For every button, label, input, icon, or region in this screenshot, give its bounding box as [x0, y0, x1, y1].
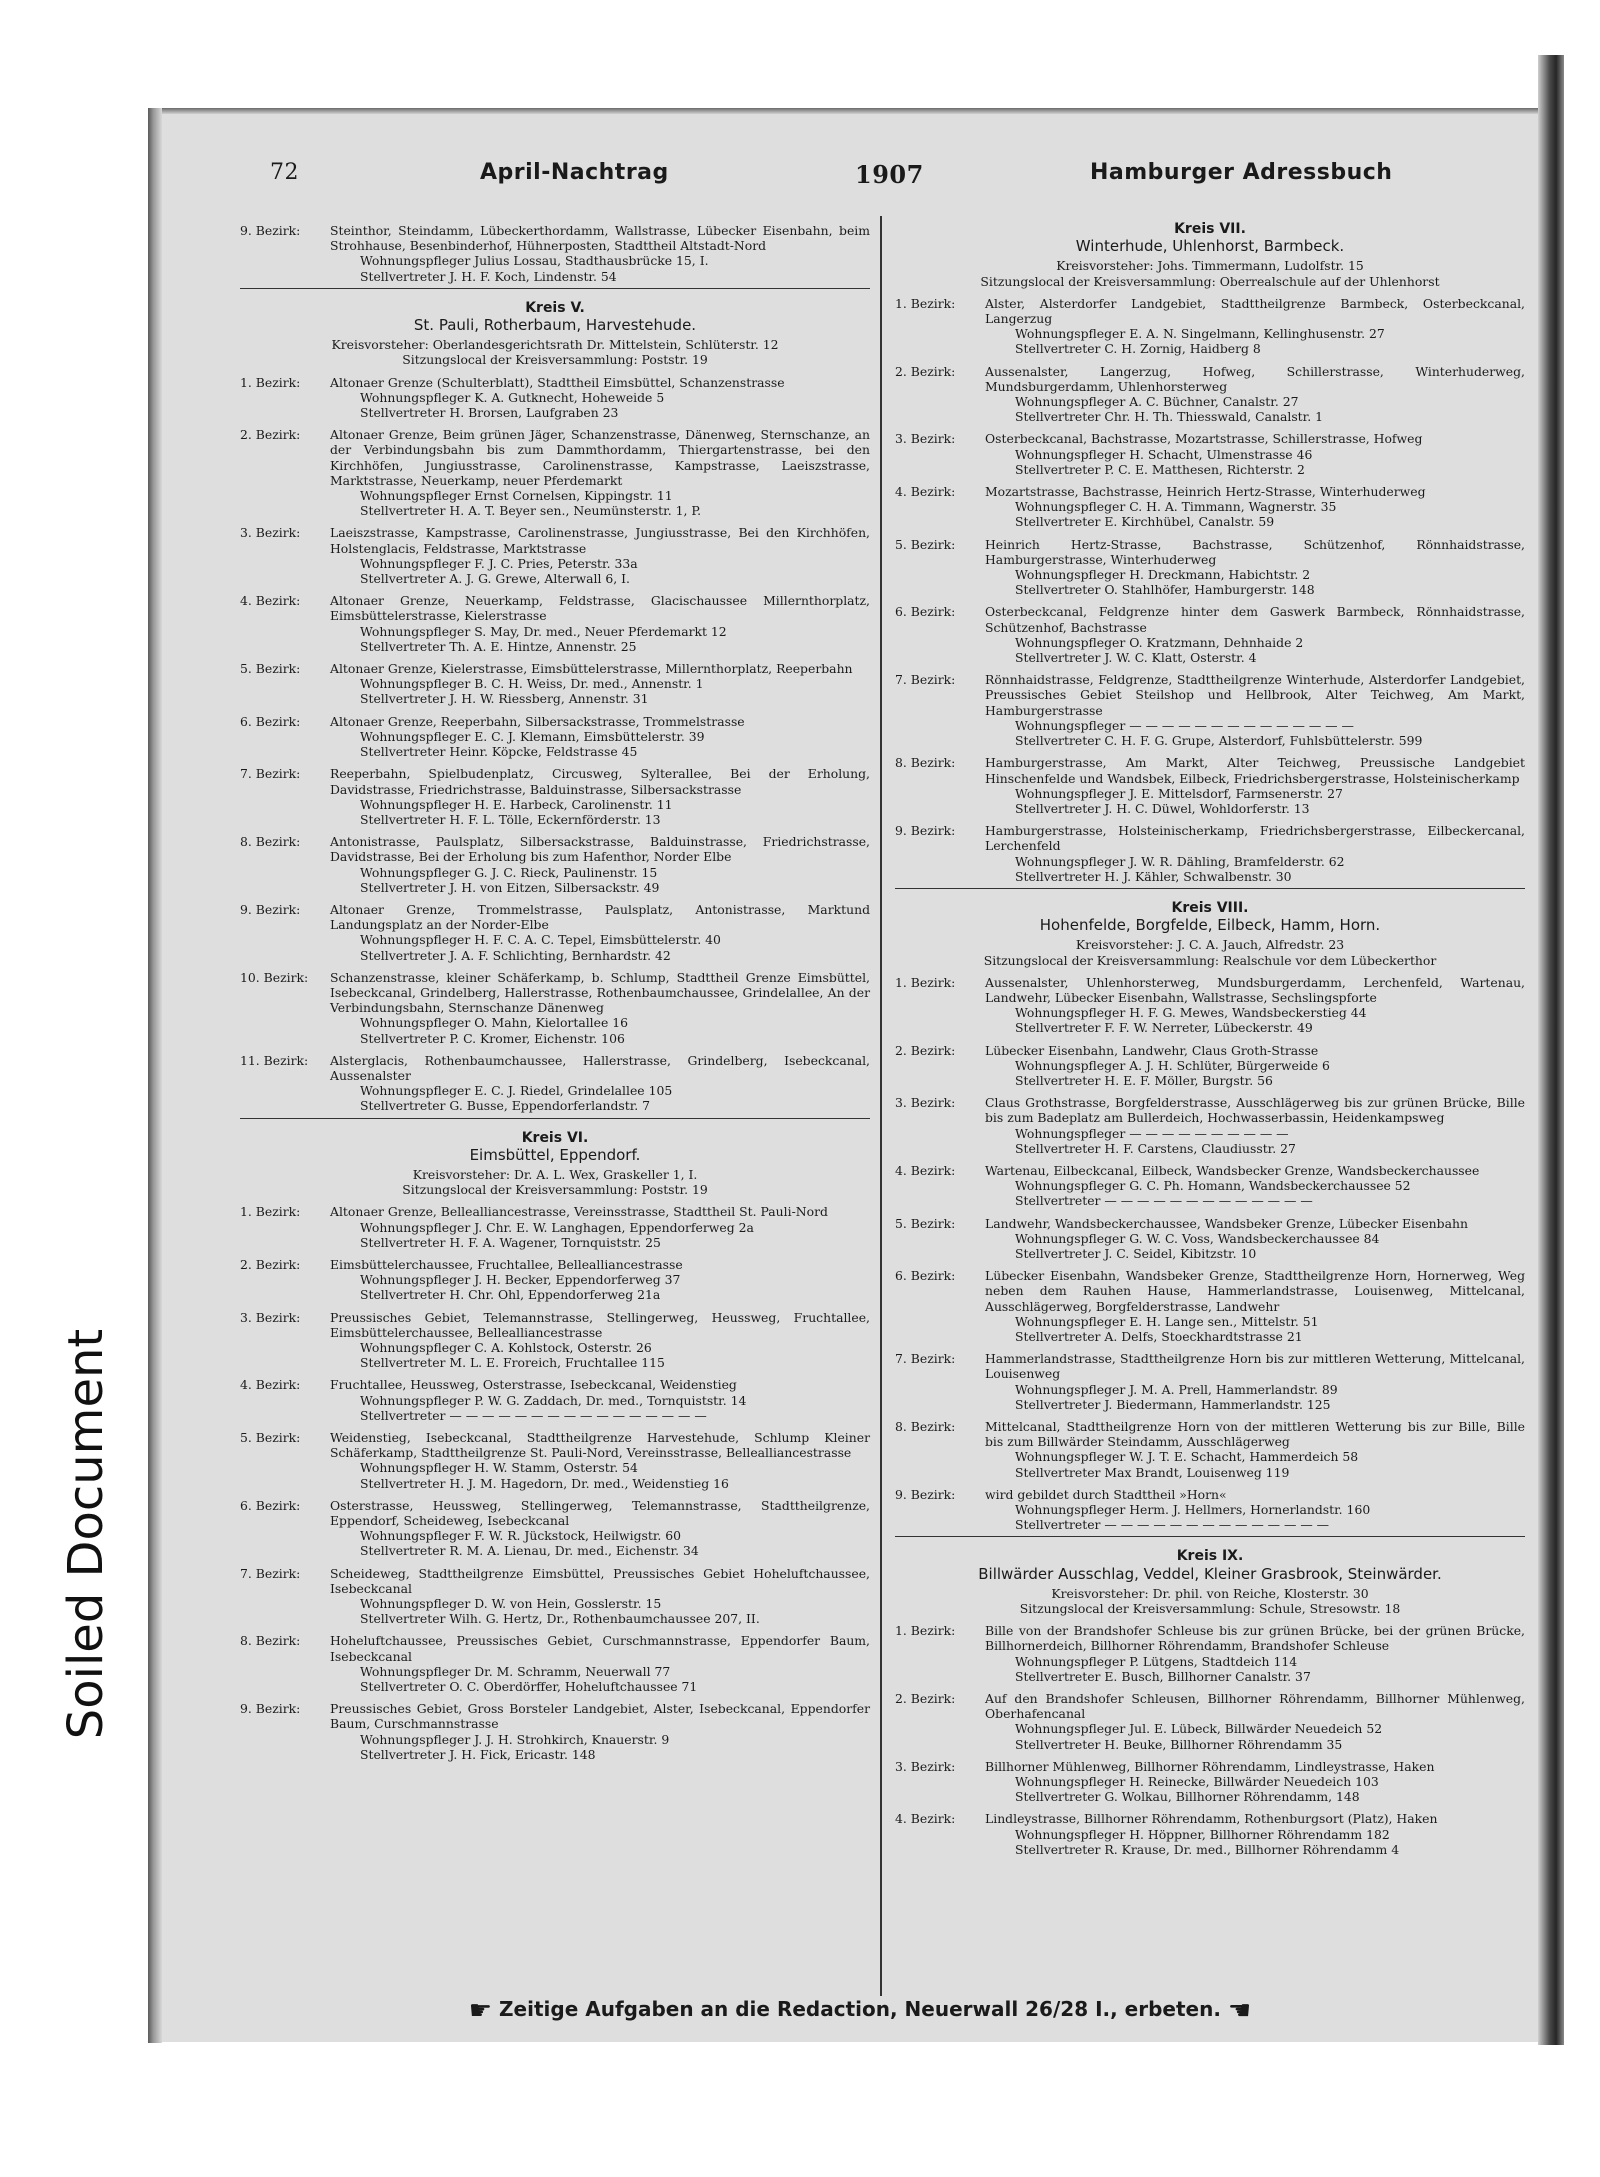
- district-entry: [895, 1759, 1525, 1805]
- district-deputy: Stellvertreter H. J. M. Hagedorn, Dr. med., Weidenstieg 16: [360, 1475, 729, 1491]
- district-deputy: Stellvertreter J. W. C. Klatt, Osterstr. 4: [1015, 650, 1257, 666]
- district-deputy: Stellvertreter O. Stahlhöfer, Hamburgerstr. 148: [1015, 582, 1315, 598]
- district-warden: Wohnungspfleger P. W. G. Zaddach, Dr. med., Tornquiststr. 14: [360, 1392, 747, 1408]
- district-deputy: Stellvertreter O. C. Oberdörffer, Hoheluftchaussee 71: [360, 1679, 698, 1695]
- district-label: 11. Bezirk:: [240, 1052, 309, 1068]
- district-label: 9. Bezirk:: [895, 823, 956, 839]
- district-label: 8. Bezirk:: [240, 1633, 301, 1649]
- district-streets: Mozartstrasse, Bachstrasse, Heinrich Hertz-Strasse, Winterhuderweg: [985, 484, 1426, 500]
- section-separator: [895, 888, 1525, 889]
- district-streets: Osterbeckcanal, Bachstrasse, Mozartstrasse, Schillerstrasse, Hofweg: [985, 431, 1423, 447]
- district-entry: [240, 525, 870, 586]
- book-title: Hamburger Adressbuch: [1090, 160, 1393, 185]
- district-warden: Wohnungspfleger E. C. J. Klemann, Eimsbüttelerstr. 39: [360, 728, 705, 744]
- district-label: 3. Bezirk:: [895, 1095, 956, 1111]
- district-entry: [240, 427, 870, 518]
- district-deputy: Stellvertreter H. J. Kähler, Schwalbenstr. 30: [1015, 868, 1292, 884]
- district-warden: Wohnungspfleger Herm. J. Hellmers, Hornerlandstr. 160: [1015, 1502, 1371, 1518]
- district-label: 2. Bezirk:: [895, 363, 956, 379]
- district-label: 7. Bezirk:: [895, 1351, 956, 1367]
- footer-notice: [460, 1996, 1260, 2026]
- district-warden: Wohnungspfleger P. Lütgens, Stadtdeich 114: [1015, 1653, 1298, 1669]
- district-streets: Lübecker Eisenbahn, Wandsbeker Grenze, Stadttheilgrenze Horn, Hornerweg, Weg neben dem Rauhen Hause, Hammerlandstrasse, Louisenweg, Mittelcanal, Ausschlägerweg, Borgfelderstrasse, Landwehr: [985, 1268, 1525, 1314]
- kreis-meta: Sitzungslocal der Kreisversammlung: Poststr. 19: [402, 1182, 708, 1198]
- district-warden: Wohnungspfleger J. M. A. Prell, Hammerlandstr. 89: [1015, 1381, 1338, 1397]
- district-label: 5. Bezirk:: [895, 1215, 956, 1231]
- district-deputy: Stellvertreter H. F. L. Tölle, Eckernförderstr. 13: [360, 811, 661, 827]
- district-entry: [895, 1351, 1525, 1412]
- intro-district: [240, 223, 870, 284]
- district-label: 2. Bezirk:: [895, 1042, 956, 1058]
- district-entry: [240, 1430, 870, 1491]
- district-streets: Altonaer Grenze (Schulterblatt), Stadttheil Eimsbüttel, Schanzenstrasse: [330, 374, 785, 390]
- district-label: 5. Bezirk:: [240, 661, 301, 677]
- district-streets: Antonistrasse, Paulsplatz, Silbersackstrasse, Balduinstrasse, Friedrichstrasse, Davidstrasse, Bei der Erholung bis zum Hafenthor, Norder Elbe: [330, 834, 870, 865]
- district-label: 1. Bezirk:: [895, 974, 956, 990]
- kreis-title: Kreis V.: [525, 299, 585, 316]
- district-warden: Wohnungspfleger Dr. M. Schramm, Neuerwall 77: [360, 1663, 671, 1679]
- district-warden: Wohnungspfleger C. H. A. Timmann, Wagnerstr. 35: [1015, 499, 1337, 515]
- district-streets: Hamburgerstrasse, Am Markt, Alter Teichweg, Preussische Landgebiet Hinschenfelde und Wandsbek, Eilbeck, Friedrichsbergerstrasse, Holsteinischerkamp: [985, 755, 1525, 786]
- kreis-subtitle: Hohenfelde, Borgfelde, Eilbeck, Hamm, Horn.: [1039, 916, 1381, 935]
- district-warden: Wohnungspfleger J. H. Becker, Eppendorferweg 37: [360, 1272, 681, 1288]
- page-header: [270, 160, 1393, 200]
- district-warden: Wohnungspfleger F. J. C. Pries, Peterstr. 33a: [360, 555, 638, 571]
- district-deputy: Stellvertreter Th. A. E. Hintze, Annenstr. 25: [360, 638, 637, 654]
- district-label: 4. Bezirk:: [895, 1162, 956, 1178]
- district-label: 3. Bezirk:: [240, 1309, 301, 1325]
- district-streets: Bille von der Brandshofer Schleuse bis zur grünen Brücke, bei der grünen Brücke, Billhornerdeich, Billhorner Röhrendamm, Brandshofer Schleuse: [985, 1623, 1525, 1654]
- district-entry: [240, 1377, 870, 1423]
- district-warden: Wohnungspfleger H. Dreckmann, Habichtstr. 2: [1015, 567, 1311, 583]
- district-label: 5. Bezirk:: [895, 536, 956, 552]
- district-deputy: Stellvertreter H. E. F. Möller, Burgstr. 56: [1015, 1072, 1273, 1088]
- district-label: 4. Bezirk:: [240, 593, 301, 609]
- district-entry: [895, 672, 1525, 748]
- district-streets: Osterstrasse, Heussweg, Stellingerweg, Telemannstrasse, Stadttheilgrenze, Eppendorf, Scheideweg, Isebeckcanal: [330, 1497, 870, 1529]
- district-warden: Wohnungspfleger J. W. R. Dähling, Bramfelderstr. 62: [1015, 853, 1345, 869]
- kreis-subtitle: Billwärder Ausschlag, Veddel, Kleiner Grasbrook, Steinwärder.: [978, 1564, 1442, 1583]
- district-entry: [895, 975, 1525, 1036]
- district-streets: Landwehr, Wandsbeckerchaussee, Wandsbeker Grenze, Lübecker Eisenbahn: [985, 1215, 1468, 1231]
- district-deputy: Stellvertreter M. L. E. Froreich, Fruchtallee 115: [360, 1355, 665, 1371]
- district-entry: [240, 593, 870, 654]
- district-entry: [240, 1053, 870, 1114]
- district-deputy: Stellvertreter E. Busch, Billhorner Canalstr. 37: [1015, 1668, 1311, 1684]
- kreis-meta: Kreisvorsteher: Johs. Timmermann, Ludolfstr. 15: [1056, 258, 1364, 274]
- district-deputy: Stellvertreter G. Wolkau, Billhorner Röhrendamm, 148: [1015, 1789, 1360, 1805]
- district-warden: Wohnungspfleger S. May, Dr. med., Neuer Pferdemarkt 12: [360, 623, 727, 639]
- kreis-title: Kreis IX.: [1176, 1548, 1244, 1565]
- district-streets: Altonaer Grenze, Trommelstrasse, Paulsplatz, Antonistrasse, Marktund Landungsplatz an der Norder-Elbe: [330, 901, 870, 933]
- district-deputy: Stellvertreter J. H. von Eitzen, Silbersackstr. 49: [360, 879, 660, 895]
- district-deputy: Stellvertreter J. H. Fick, Ericastr. 148: [360, 1746, 596, 1762]
- district-streets: Scheideweg, Stadttheilgrenze Eimsbüttel, Preussisches Gebiet Hoheluftchaussee, Isebeckcanal: [330, 1565, 870, 1596]
- kreis-title: Kreis VIII.: [1171, 899, 1249, 916]
- district-deputy: Stellvertreter J. H. C. Düwel, Wohldorferstr. 13: [1015, 800, 1310, 816]
- district-streets: Rönnhaidstrasse, Feldgrenze, Stadttheilgrenze Winterhude, Alsterdorfer Landgebiet, Preussisches Gebiet Steilshop und Hellbrook, Alter Teichweg, Am Markt, Hamburgerstrasse: [985, 672, 1525, 718]
- district-entry: [895, 1811, 1525, 1857]
- district-label: 3. Bezirk:: [895, 1758, 956, 1774]
- page-number: 72: [270, 160, 299, 185]
- right-sections: [895, 222, 1525, 1857]
- district-streets: Eimsbüttelerchaussee, Fruchtallee, Bellealliancestrasse: [330, 1256, 683, 1272]
- district-entry: [240, 1633, 870, 1694]
- kreis-meta: Sitzungslocal der Kreisversammlung: Schule, Stresowstr. 18: [1019, 1601, 1401, 1617]
- district-warden: Wohnungspfleger G. C. Ph. Homann, Wandsbeckerchaussee 52: [1015, 1178, 1411, 1194]
- district-warden: Wohnungspfleger H. Schacht, Ulmenstrasse 46: [1015, 446, 1313, 462]
- district-streets: Weidenstieg, Isebeckcanal, Stadttheilgrenze Harvestehude, Schlump Kleiner Schäferkamp, Stadttheilgrenze St. Pauli-Nord, Vereinsstrasse, Bellealliancestrasse: [330, 1430, 870, 1461]
- district-streets: Steinthor, Steindamm, Lübeckerthordamm, Wallstrasse, Lübecker Eisenbahn, beim Strohhause, Besenbinderhof, Hühnerposten, Stadttheil Altstadt-Nord: [330, 223, 870, 254]
- district-label: 3. Bezirk:: [240, 525, 301, 541]
- district-entry: [240, 834, 870, 895]
- district-deputy: Stellvertreter J. H. F. Koch, Lindenstr. 54: [360, 268, 617, 284]
- district-label: 1. Bezirk:: [240, 374, 301, 390]
- pointing-hand-left-icon: ☛: [468, 1996, 493, 2026]
- district-deputy: Stellvertreter C. H. F. G. Grupe, Alsterdorf, Fuhlsbüttelerstr. 599: [1015, 733, 1423, 749]
- kreis-meta: Kreisvorsteher: Oberlandesgerichtsrath Dr. Mittelstein, Schlüterstr. 12: [331, 337, 779, 353]
- kreis-meta: Sitzungslocal der Kreisversammlung: Realschule vor dem Lübeckerthor: [983, 952, 1437, 968]
- section-separator: [895, 1536, 1525, 1537]
- district-warden: Wohnungspfleger J. J. H. Strohkirch, Knauerstr. 9: [360, 1731, 670, 1747]
- district-label: 6. Bezirk:: [895, 604, 956, 620]
- district-deputy: Stellvertreter H. Beuke, Billhorner Röhrendamm 35: [1015, 1736, 1343, 1752]
- district-entry: [895, 431, 1525, 477]
- district-deputy: Stellvertreter H. Brorsen, Laufgraben 23: [360, 405, 619, 421]
- kreis-subtitle: St. Pauli, Rotherbaum, Harvestehude.: [413, 316, 697, 335]
- district-entry: [895, 604, 1525, 665]
- district-entry: [895, 296, 1525, 357]
- district-streets: Wartenau, Eilbeckcanal, Eilbeck, Wandsbecker Grenze, Wandsbeckerchaussee: [985, 1162, 1480, 1178]
- district-warden: Wohnungspfleger — — — — — — — — — — — — — —: [1015, 717, 1354, 733]
- district-label: 8. Bezirk:: [895, 1419, 956, 1435]
- district-label: 8. Bezirk:: [240, 834, 301, 850]
- district-streets: Claus Grothstrasse, Borgfelderstrasse, Ausschlägerweg bis zur grünen Brücke, Bille bis zum Badeplatz am Bullerdeich, Hochwasserbassin, Heidenkampsweg: [985, 1095, 1525, 1126]
- kreis-meta: Sitzungslocal der Kreisversammlung: Oberrealschule auf der Uhlenhorst: [980, 273, 1440, 289]
- district-streets: Reeperbahn, Spielbudenplatz, Circusweg, Sylterallee, Bei der Erholung, Davidstrasse, Friedrichstrasse, Balduinstrasse, Silbersackstrasse: [330, 766, 870, 797]
- district-entry: [240, 714, 870, 760]
- district-label: 2. Bezirk:: [240, 427, 301, 443]
- district-deputy: Stellvertreter Chr. H. Th. Thiesswald, Canalstr. 1: [1015, 409, 1323, 425]
- district-deputy: Stellvertreter J. Biedermann, Hammerlandstr. 125: [1015, 1396, 1331, 1412]
- district-streets: Altonaer Grenze, Reeperbahn, Silbersackstrasse, Trommelstrasse: [330, 713, 745, 729]
- district-warden: Wohnungspfleger D. W. von Hein, Gosslerstr. 15: [360, 1596, 662, 1612]
- district-entry: [240, 766, 870, 827]
- district-entry: [895, 537, 1525, 598]
- district-label: 3. Bezirk:: [895, 431, 956, 447]
- right-column: [895, 216, 1525, 1857]
- page-right-edge: [1538, 55, 1564, 2045]
- district-label: 10. Bezirk:: [240, 969, 309, 985]
- district-entry: [240, 1204, 870, 1250]
- district-label: 9. Bezirk:: [240, 1701, 301, 1717]
- district-entry: [240, 902, 870, 963]
- district-streets: Preussisches Gebiet, Telemannstrasse, Stellingerweg, Heussweg, Fruchtallee, Eimsbüttelerchaussee, Bellealliancestrasse: [330, 1309, 870, 1340]
- district-entry: [240, 1310, 870, 1371]
- district-entry: [895, 1419, 1525, 1480]
- district-label: 4. Bezirk:: [895, 484, 956, 500]
- district-warden: Wohnungspfleger G. J. C. Rieck, Paulinenstr. 15: [360, 864, 658, 880]
- district-streets: Aussenalster, Langerzug, Hofweg, Schillerstrasse, Winterhuderweg, Mundsburgerdamm, Uhlenhorsterweg: [985, 363, 1525, 394]
- district-entry: [240, 375, 870, 421]
- pointing-hand-right-icon: ☚: [1227, 1996, 1252, 2026]
- kreis-meta: Sitzungslocal der Kreisversammlung: Poststr. 19: [402, 352, 708, 368]
- district-streets: Alster, Alsterdorfer Landgebiet, Stadttheilgrenze Barmbeck, Osterbeckcanal, Langerzug: [985, 295, 1525, 327]
- district-deputy: Stellvertreter H. Chr. Ohl, Eppendorferweg 21a: [360, 1287, 661, 1303]
- district-label: 7. Bezirk:: [895, 672, 956, 688]
- district-label: 1. Bezirk:: [895, 1623, 956, 1639]
- district-deputy: Stellvertreter — — — — — — — — — — — — — —: [1015, 1517, 1330, 1533]
- district-warden: Wohnungspfleger O. Kratzmann, Dehnhaide 2: [1015, 634, 1304, 650]
- district-deputy: Stellvertreter H. A. T. Beyer sen., Neumünsterstr. 1, P.: [360, 503, 702, 519]
- district-warden: Wohnungspfleger Jul. E. Lübeck, Billwärder Neuedeich 52: [1015, 1721, 1383, 1737]
- kreis-title: Kreis VII.: [1174, 221, 1246, 237]
- district-warden: Wohnungspfleger J. Chr. E. W. Langhagen, Eppendorferweg 2a: [360, 1219, 754, 1235]
- district-warden: Wohnungspfleger B. C. H. Weiss, Dr. med., Annenstr. 1: [360, 676, 704, 692]
- district-entry: [240, 1498, 870, 1559]
- district-entry: [240, 1566, 870, 1627]
- district-streets: Altonaer Grenze, Neuerkamp, Feldstrasse, Glacischaussee Millernthorplatz, Eimsbüttelerstrasse, Kielerstrasse: [330, 593, 870, 624]
- district-warden: Wohnungspfleger H. F. G. Mewes, Wandsbeckerstieg 44: [1015, 1005, 1367, 1021]
- district-warden: Wohnungspfleger H. Höppner, Billhorner Röhrendamm 182: [1015, 1826, 1390, 1842]
- district-entry: [895, 1043, 1525, 1089]
- footer-text: Zeitige Aufgaben an die Redaction, Neuerwall 26/28 I., erbeten.: [499, 1997, 1221, 2021]
- district-warden: Wohnungspfleger J. E. Mittelsdorf, Farmsenerstr. 27: [1015, 785, 1343, 801]
- left-column: [240, 216, 870, 1762]
- district-label: 9. Bezirk:: [895, 1486, 956, 1502]
- district-deputy: Stellvertreter Wilh. G. Hertz, Dr., Rothenbaumchaussee 207, II.: [360, 1611, 760, 1627]
- district-warden: Wohnungspfleger G. W. C. Voss, Wandsbeckerchaussee 84: [1015, 1230, 1380, 1246]
- district-streets: Osterbeckcanal, Feldgrenze hinter dem Gaswerk Barmbeck, Rönnhaidstrasse, Schützenhof, Bachstrasse: [985, 604, 1525, 635]
- district-entry: [895, 1095, 1525, 1156]
- district-label: 1. Bezirk:: [895, 295, 956, 311]
- district-entry: [895, 364, 1525, 425]
- district-streets: Billhorner Mühlenweg, Billhorner Röhrendamm, Lindleystrasse, Haken: [985, 1758, 1435, 1774]
- district-warden: Wohnungspfleger Julius Lossau, Stadthausbrücke 15, I.: [360, 253, 709, 269]
- district-entry: [895, 1487, 1525, 1533]
- district-warden: Wohnungspfleger A. C. Büchner, Canalstr. 27: [1015, 394, 1299, 410]
- district-deputy: Stellvertreter — — — — — — — — — — — — —: [1015, 1193, 1313, 1209]
- district-deputy: Stellvertreter A. J. G. Grewe, Alterwall 6, I.: [360, 571, 630, 587]
- kreis-meta: Kreisvorsteher: Dr. A. L. Wex, Graskeller 1, I.: [412, 1166, 698, 1182]
- district-warden: Wohnungspfleger H. E. Harbeck, Carolinenstr. 11: [360, 796, 673, 812]
- district-entry: [895, 1268, 1525, 1344]
- district-warden: Wohnungspfleger H. F. C. A. C. Tepel, Eimsbüttelerstr. 40: [360, 932, 721, 948]
- district-entry: [240, 1701, 870, 1762]
- district-warden: Wohnungspfleger A. J. H. Schlüter, Bürgerweide 6: [1015, 1057, 1330, 1073]
- district-entry: [240, 661, 870, 707]
- district-streets: Heinrich Hertz-Strasse, Bachstrasse, Schützenhof, Rönnhaidstrasse, Hamburgerstrasse, Winterhuderweg: [985, 536, 1525, 567]
- district-label: 2. Bezirk:: [240, 1256, 301, 1272]
- district-warden: Wohnungspfleger E. A. N. Singelmann, Kellinghusenstr. 27: [1015, 326, 1385, 342]
- district-label: 6. Bezirk:: [240, 1497, 301, 1513]
- district-entry: [240, 1257, 870, 1303]
- column-divider: [880, 216, 882, 1996]
- district-label: 9. Bezirk:: [240, 901, 301, 917]
- district-deputy: Stellvertreter J. C. Seidel, Kibitzstr. 10: [1015, 1245, 1257, 1261]
- district-streets: Preussisches Gebiet, Gross Borsteler Landgebiet, Alster, Isebeckcanal, Eppendorfer Baum, Curschmannstrasse: [330, 1701, 870, 1732]
- district-label: 7. Bezirk:: [240, 766, 301, 782]
- district-label: 1. Bezirk:: [240, 1204, 301, 1220]
- kreis-title: Kreis VI.: [521, 1129, 589, 1146]
- district-streets: Aussenalster, Uhlenhorsterweg, Mundsburgerdamm, Lerchenfeld, Wartenau, Landwehr, Lübecker Eisenbahn, Wallstrasse, Sechslingspforte: [985, 974, 1525, 1005]
- district-label: 8. Bezirk:: [895, 755, 956, 771]
- district-deputy: Stellvertreter J. A. F. Schlichting, Bernhardstr. 42: [360, 947, 671, 963]
- district-streets: Lübecker Eisenbahn, Landwehr, Claus Groth-Strasse: [985, 1042, 1319, 1058]
- district-deputy: Stellvertreter A. Delfs, Stoeckhardtstrasse 21: [1015, 1329, 1303, 1344]
- district-streets: Auf den Brandshofer Schleusen, Billhorner Röhrendamm, Billhorner Mühlenweg, Oberhafencanal: [985, 1691, 1525, 1722]
- district-deputy: Stellvertreter R. M. A. Lienau, Dr. med., Eichenstr. 34: [360, 1543, 699, 1559]
- district-entry: [895, 1623, 1525, 1684]
- district-deputy: Stellvertreter Heinr. Köpcke, Feldstrasse 45: [360, 744, 638, 760]
- district-label: 6. Bezirk:: [240, 713, 301, 729]
- district-warden: Wohnungspfleger Ernst Cornelsen, Kippingstr. 11: [360, 488, 673, 504]
- district-deputy: Stellvertreter — — — — — — — — — — — — — — — —: [360, 1407, 707, 1423]
- stamp-text: Soiled Document: [58, 1328, 114, 1740]
- district-streets: Schanzenstrasse, kleiner Schäferkamp, b. Schlump, Stadttheil Grenze Eimsbüttel, Isebeckcanal, Grindelberg, Hallerstrasse, Rothenbaumchaussee, Grindelallee, An der Verbindungsbahn, Sternschanze Dänenweg: [330, 969, 870, 1016]
- district-entry: [895, 1691, 1525, 1752]
- district-deputy: Stellvertreter J. H. W. Riessberg, Annenstr. 31: [360, 691, 649, 707]
- district-label: 2. Bezirk:: [895, 1691, 956, 1707]
- district-entry: [895, 823, 1525, 884]
- district-warden: Wohnungspfleger O. Mahn, Kielortallee 16: [360, 1015, 629, 1031]
- district-streets: Altonaer Grenze, Kielerstrasse, Eimsbüttelerstrasse, Millernthorplatz, Reeperbahn: [330, 661, 853, 677]
- left-sections: [240, 288, 870, 1762]
- district-streets: Hamburgerstrasse, Holsteinischerkamp, Friedrichsbergerstrasse, Eilbeckercanal, Lerchenfeld: [985, 823, 1525, 854]
- kreis-meta: Kreisvorsteher: J. C. A. Jauch, Alfredstr. 23: [1075, 937, 1345, 953]
- district-streets: Hoheluftchaussee, Preussisches Gebiet, Curschmannstrasse, Eppendorfer Baum, Isebeckcanal: [330, 1633, 870, 1664]
- district-label: 5. Bezirk:: [240, 1430, 301, 1446]
- district-streets: Mittelcanal, Stadttheilgrenze Horn von der mittleren Wetterung bis zur Bille, Bille bis zum Billwärder Steindamm, Ausschlägerweg: [985, 1419, 1525, 1450]
- district-deputy: Stellvertreter H. F. Carstens, Claudiusstr. 27: [1015, 1140, 1296, 1156]
- district-streets: Fruchtallee, Heussweg, Osterstrasse, Isebeckcanal, Weidenstieg: [330, 1377, 737, 1393]
- district-deputy: Stellvertreter P. C. Kromer, Eichenstr. 106: [360, 1030, 625, 1046]
- district-entry: [895, 1216, 1525, 1262]
- district-warden: Wohnungspfleger H. W. Stamm, Osterstr. 54: [360, 1460, 638, 1476]
- district-entry: [895, 1163, 1525, 1209]
- district-streets: Altonaer Grenze, Beim grünen Jäger, Schanzenstrasse, Dänenweg, Sternschanze, an der Verbindungsbahn bis zum Dammthordamm, Thiergartenstrasse, bei den Kirchhöfen, Jungiusstrasse, Carolinenstrasse, Kampstrasse, Laeiszstrasse, Marktstrasse, Neuerkamp, neuer Pferdemarkt: [330, 427, 870, 488]
- page-year: 1907: [855, 160, 924, 189]
- district-streets: Altonaer Grenze, Bellealliancestrasse, Vereinsstrasse, Stadttheil St. Pauli-Nord: [330, 1204, 828, 1220]
- soiled-document-stamp: [56, 1274, 116, 1794]
- district-warden: Wohnungspfleger E. H. Lange sen., Mittelstr. 51: [1015, 1313, 1319, 1329]
- district-label: 4. Bezirk:: [895, 1811, 956, 1827]
- district-entry: [895, 484, 1525, 530]
- district-label: 7. Bezirk:: [240, 1565, 301, 1581]
- district-deputy: Stellvertreter C. H. Zornig, Haidberg 8: [1015, 341, 1261, 357]
- section-separator: [240, 288, 870, 289]
- district-warden: Wohnungspfleger E. C. J. Riedel, Grindelallee 105: [360, 1083, 673, 1099]
- district-label: 6. Bezirk:: [895, 1268, 956, 1284]
- district-streets: Hammerlandstrasse, Stadttheilgrenze Horn bis zur mittleren Wetterung, Mittelcanal, Louisenweg: [985, 1351, 1525, 1382]
- district-warden: Wohnungspfleger K. A. Gutknecht, Hoheweide 5: [360, 389, 665, 405]
- district-entry: [895, 755, 1525, 816]
- district-deputy: Stellvertreter P. C. E. Matthesen, Richterstr. 2: [1015, 461, 1305, 477]
- district-entry: [240, 970, 870, 1046]
- district-deputy: Stellvertreter H. F. A. Wagener, Tornquiststr. 25: [360, 1234, 661, 1250]
- district-warden: Wohnungspfleger C. A. Kohlstock, Osterstr. 26: [360, 1340, 652, 1355]
- district-streets: Laeiszstrasse, Kampstrasse, Carolinenstrasse, Jungiusstrasse, Bei den Kirchhöfen, Holstenglacis, Feldstrasse, Marktstrasse: [330, 525, 870, 556]
- district-deputy: Stellvertreter E. Kirchhübel, Canalstr. 59: [1015, 514, 1275, 530]
- district-deputy: Stellvertreter G. Busse, Eppendorferlandstr. 7: [360, 1098, 651, 1114]
- district-deputy: Stellvertreter R. Krause, Dr. med., Billhorner Röhrendamm 4: [1015, 1841, 1400, 1857]
- district-streets: Alsterglacis, Rothenbaumchaussee, Hallerstrasse, Grindelberg, Isebeckcanal, Aussenalster: [330, 1052, 870, 1083]
- section-separator: [240, 1118, 870, 1119]
- page-left-edge: [148, 108, 162, 2043]
- district-label: 9. Bezirk:: [240, 223, 301, 238]
- district-warden: Wohnungspfleger H. Reinecke, Billwärder Neuedeich 103: [1015, 1774, 1379, 1790]
- district-deputy: Stellvertreter F. F. W. Nerreter, Lübeckerstr. 49: [1015, 1020, 1313, 1036]
- page-title: April-Nachtrag: [480, 160, 669, 185]
- district-warden: Wohnungspfleger F. W. R. Jückstock, Heilwigstr. 60: [360, 1528, 682, 1544]
- kreis-subtitle: Winterhude, Uhlenhorst, Barmbeck.: [1075, 237, 1345, 256]
- district-deputy: Stellvertreter Max Brandt, Louisenweg 119: [1015, 1464, 1290, 1480]
- district-streets: wird gebildet durch Stadttheil »Horn«: [985, 1486, 1227, 1502]
- district-warden: Wohnungspfleger — — — — — — — — — —: [1015, 1125, 1289, 1141]
- district-streets: Lindleystrasse, Billhorner Röhrendamm, Rothenburgsort (Platz), Haken: [985, 1811, 1438, 1827]
- kreis-subtitle: Eimsbüttel, Eppendorf.: [469, 1145, 641, 1164]
- kreis-meta: Kreisvorsteher: Dr. phil. von Reiche, Klosterstr. 30: [1051, 1585, 1369, 1601]
- district-warden: Wohnungspfleger W. J. T. E. Schacht, Hammerdeich 58: [1015, 1449, 1359, 1465]
- district-label: 4. Bezirk:: [240, 1377, 301, 1393]
